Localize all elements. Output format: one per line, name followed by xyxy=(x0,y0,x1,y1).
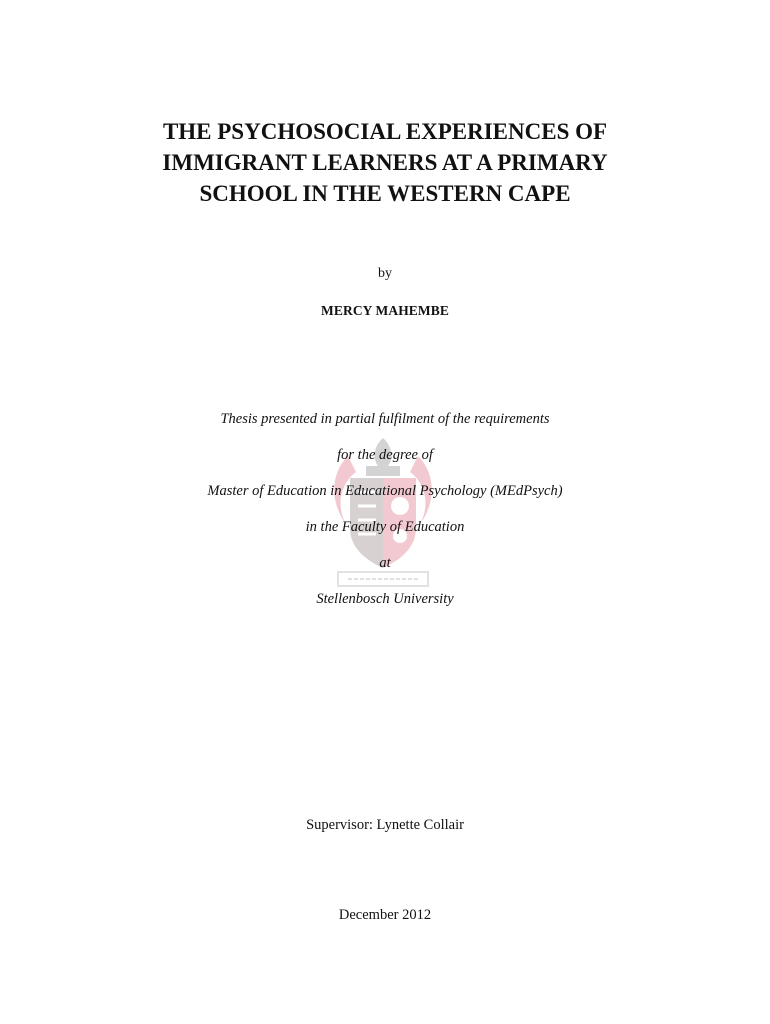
title-line: THE PSYCHOSOCIAL EXPERIENCES OF xyxy=(162,119,608,144)
university-name: Stellenbosch University xyxy=(316,591,454,607)
degree-name: Master of Education in Educational Psychology (MEdPsych) xyxy=(207,483,563,499)
title-line: SCHOOL IN THE WESTERN CAPE xyxy=(199,181,571,206)
thesis-statement-line: Thesis presented in partial fulfilment of the requirements xyxy=(220,411,550,427)
supervisor: Supervisor: Lynette Collair xyxy=(306,817,464,833)
thesis-title xyxy=(0,116,770,209)
title-line: IMMIGRANT LEARNERS AT A PRIMARY xyxy=(162,150,608,175)
thesis-statement-line: for the degree of xyxy=(337,447,433,463)
faculty-name: in the Faculty of Education xyxy=(305,519,465,535)
by-label: by xyxy=(378,266,392,281)
at-label: at xyxy=(379,555,391,571)
author-name: MERCY MAHEMBE xyxy=(321,303,449,318)
submission-date: December 2012 xyxy=(338,907,432,923)
